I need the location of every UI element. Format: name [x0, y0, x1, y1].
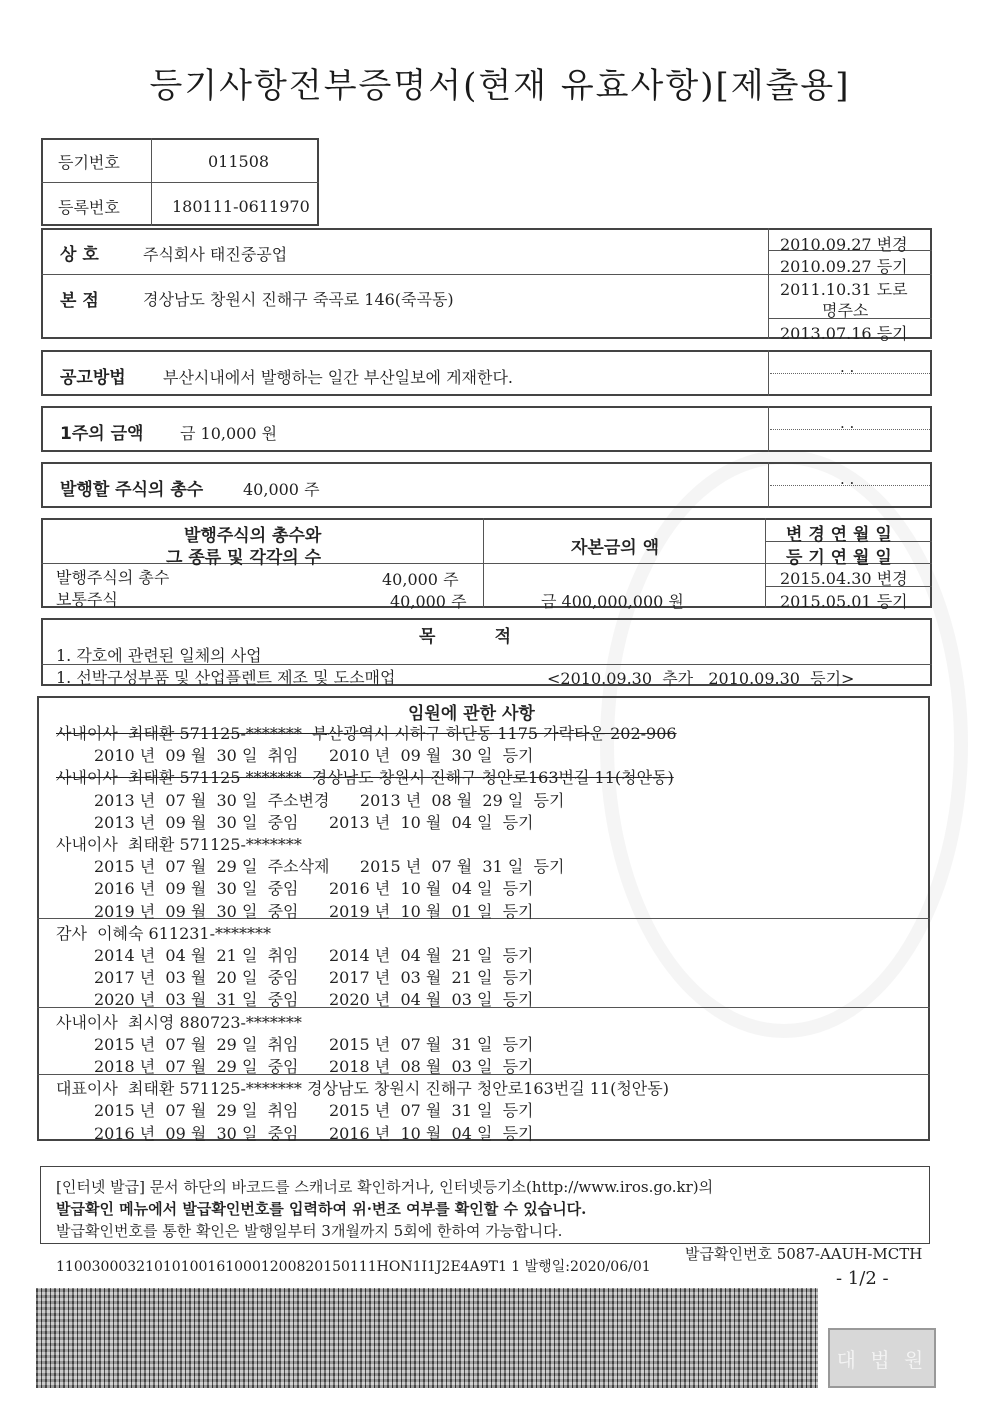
common-shares-value: 40,000 주 — [390, 592, 467, 611]
purpose-item-2: 1. 선박구성부품 및 산업플렌트 제조 및 도소매업 — [56, 668, 396, 687]
purpose-item-1: 1. 각호에 관련된 일체의 사업 — [56, 646, 262, 665]
reg-date-header: 등 기 연 월 일 — [786, 548, 892, 568]
hq-change-line2: 명주소 — [822, 301, 869, 320]
total-shares-label: 발행주식의 총수 — [56, 568, 170, 587]
notice-method-label: 공고방법 — [60, 368, 126, 388]
authorized-dots: . . — [840, 470, 855, 488]
page-number: - 1/2 - — [836, 1268, 889, 1289]
officer-entry: 사내이사 최태환 571125-******* — [56, 835, 302, 854]
notice-line-3: 발급확인번호를 통한 확인은 발행일부터 3개월까지 5회에 한하여 가능합니다. — [56, 1222, 563, 1240]
name-reg-date: 2010.09.27 등기 — [780, 257, 908, 276]
authorized-shares-label: 발행할 주식의 총수 — [60, 480, 204, 500]
notice-line-1: [인터넷 발급] 문서 하단의 바코드를 스캐너로 확인하거나, 인터넷등기소(http://www.iros.go.kr)의 — [56, 1178, 714, 1196]
capital-header: 자본금의 액 — [571, 538, 660, 558]
officer-entry: 대표이사 최태환 571125-******* 경상남도 창원시 진해구 청안로163번길 11(청안동) — [56, 1079, 669, 1099]
issue-serial: 110030003210101001610001200820150111HON1I1J2E4A9T1 1 발행일:2020/06/01 — [56, 1259, 651, 1275]
officer-date-line: 2016 년 09 월 30 일 중임 2016 년 10 월 04 일 등기 — [94, 879, 534, 899]
common-shares-label: 보통주식 — [56, 590, 118, 609]
hq-address: 경상남도 창원시 진해구 죽곡로 146(죽곡동) — [143, 290, 454, 309]
officer-date-line: 2015 년 07 월 29 일 주소삭제 2015 년 07 월 31 일 등기 — [94, 857, 565, 877]
officer-entry: 사내이사 최태환 571125 ******* 경상남도 창원시 진해구 청안로163번길 11(청안동) — [56, 768, 674, 788]
officer-date-line: 2018 년 07 월 29 일 중임 2018 년 08 월 03 일 등기 — [94, 1057, 534, 1076]
barcode — [36, 1288, 818, 1388]
notice-dots: . . — [840, 358, 855, 376]
document-title: 등기사항전부증명서(현재 유효사항)[제출용] — [149, 66, 851, 106]
officer-date-line: 2017 년 03 월 20 일 중임 2017 년 03 월 21 일 등기 — [94, 968, 534, 988]
shares-header-line2: 그 종류 및 각각의 수 — [166, 548, 322, 568]
officer-date-line: 2016 년 09 월 30 일 중임 2016 년 10 월 04 일 등기 — [94, 1123, 534, 1143]
shares-reg-date: 2015.05.01 등기 — [780, 592, 908, 611]
officer-date-line: 2010 년 09 월 30 일 취임 2010 년 09 월 30 일 등기 — [94, 746, 534, 766]
officer-entry: 감사 이혜숙 611231-******* — [56, 923, 272, 943]
purpose-item-2-note: <2010.09.30 추가 2010.09.30 등기> — [547, 669, 855, 688]
purpose-header: 목 적 — [419, 627, 512, 647]
confirm-number: 발급확인번호 5087-AAUH-MCTH — [685, 1245, 923, 1263]
company-name: 주식회사 태진중공업 — [143, 245, 288, 264]
notice-method-value: 부산시내에서 발행하는 일간 부산일보에 게재한다. — [163, 368, 514, 387]
par-value-label: 1주의 금액 — [60, 424, 144, 444]
officers-header: 임원에 관한 사항 — [408, 704, 535, 724]
total-shares-value: 40,000 주 — [382, 570, 459, 589]
officer-entry: 사내이사 최태환 571125-******* 부산광역시 시하구 하단동 1175 가락타운 202-906 — [56, 724, 677, 743]
officer-date-line: 2014 년 04 월 21 일 취임 2014 년 04 월 21 일 등기 — [94, 946, 534, 965]
hq-reg-date: 2013.07.16 등기 — [780, 324, 908, 343]
capital-amount: 금 400,000,000 원 — [541, 592, 684, 611]
officer-date-line: 2015 년 07 월 29 일 취임 2015 년 07 월 31 일 등기 — [94, 1101, 534, 1121]
hq-change-line1: 2011.10.31 도로 — [780, 280, 908, 299]
officer-date-line: 2020 년 03 월 31 일 중임 2020 년 04 월 03 일 등기 — [94, 990, 534, 1010]
officer-entry: 사내이사 최시영 880723-******* — [56, 1012, 302, 1032]
par-value-value: 금 10,000 원 — [180, 424, 278, 443]
officer-date-line: 2013 년 09 월 30 일 중임 2013 년 10 월 04 일 등기 — [94, 812, 534, 832]
company-name-label: 상 호 — [60, 245, 99, 265]
court-stamp: 대 법 원 — [828, 1328, 936, 1388]
authorized-shares-value: 40,000 주 — [243, 480, 320, 499]
notice-line-2: 발급확인 메뉴에서 발급확인번호를 입력하여 위·변조 여부를 확인할 수 있습니다. — [56, 1200, 587, 1218]
reg-no-label: 등기번호 — [58, 153, 120, 172]
name-change-date: 2010.09.27 변경 — [780, 235, 908, 254]
corp-no-label: 등록번호 — [58, 198, 120, 217]
shares-change-date: 2015.04.30 변경 — [780, 569, 908, 588]
shares-header-line1: 발행주식의 총수와 — [184, 526, 322, 546]
corp-no-value: 180111-0611970 — [172, 197, 310, 216]
reg-no-value: 011508 — [208, 152, 270, 171]
officer-date-line: 2013 년 07 월 30 일 주소변경 2013 년 08 월 29 일 등기 — [94, 790, 565, 810]
hq-label: 본 점 — [60, 291, 99, 311]
officer-date-line: 2019 년 09 월 30 일 중임 2019 년 10 월 01 일 등기 — [94, 901, 534, 921]
officer-date-line: 2015 년 07 월 29 일 취임 2015 년 07 월 31 일 등기 — [94, 1034, 534, 1054]
change-date-header: 변 경 연 월 일 — [786, 525, 892, 545]
par-dots: . . — [840, 414, 855, 432]
